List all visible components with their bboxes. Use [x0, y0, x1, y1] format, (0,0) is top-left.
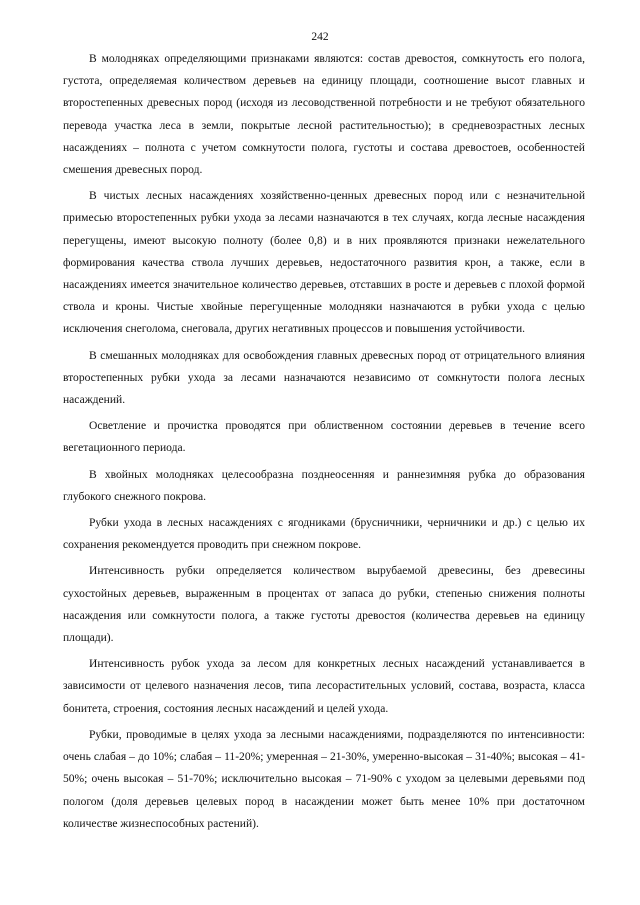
- paragraph: В смешанных молодняках для освобождения главных древесных пород от отрицательного влияния второстепенных рубки ухода за лесами назначаются независимо от сомкнутости полога лесных насаждений.: [63, 349, 585, 407]
- paragraph: В чистых лесных насаждениях хозяйственно-ценных древесных пород или с незначительной примесью второстепенных рубки ухода за лесами назначаются в тех случаях, когда лесные насаждения перегущены, имеют высокую полноту (более 0,8) и в них проявляются признаки нежелательного формирования качества ствола лучших деревьев, недостаточного развития крон, а также, если в насаждениях имеется значительное количество деревьев, отставших в росте и деревьев с плохой формой ствола и кроны. Чистые хвойные перегущенные молодняки назначаются в рубки ухода с целью исключения снеголома, снеговала, других негативных процессов и повышения устойчивости.: [63, 190, 585, 336]
- paragraph: Интенсивность рубки определяется количеством вырубаемой древесины, без древесины сухостойных деревьев, выраженным в процентах от запаса до рубки, степенью снижения полноты насаждения или сомкнутости полога, а также густоты древостоя (количества деревьев на единицу площади).: [63, 565, 585, 645]
- document-body: [63, 48, 585, 839]
- paragraph: Рубки ухода в лесных насаждениях с ягодниками (брусничники, черничники и др.) с целью их сохранения рекомендуется проводить при снежном покрове.: [63, 517, 585, 552]
- paragraph: В молодняках определяющими признаками являются: состав древостоя, сомкнутость его полога, густота, определяемая количеством деревьев на единицу площади, соотношение высот главных и второстепенных древесных пород (исходя из лесоводственной потребности и не требуют обязательного перевода участка леса в земли, покрытые лесной растительностью); в средневозрастных лесных насаждениях – полнота с учетом сомкнутости полога, густоты и состава древостоев, особенностей смешения древесных пород.: [63, 53, 585, 177]
- paragraph: В хвойных молодняках целесообразна позднеосенняя и раннезимняя рубка до образования глубокого снежного покрова.: [63, 468, 585, 503]
- paragraph: Интенсивность рубок ухода за лесом для конкретных лесных насаждений устанавливается в зависимости от целевого назначения лесов, типа лесорастительных условий, состава, возраста, класса бонитета, строения, состояния лесных насаждений и целей ухода.: [63, 658, 585, 715]
- page-number: 242: [311, 31, 329, 43]
- paragraph: Рубки, проводимые в целях ухода за лесными насаждениями, подразделяются по интенсивности: очень слабая – до 10%; слабая – 11-20%; умеренная – 21-30%, умеренно-высокая – 31-40%; высокая – 41-50%; очень высокая – 51-70%; исключительно высокая – 71-90% с уходом за целевыми деревьями под пологом (доля деревьев целевых пород в насаждении может быть менее 10% при достаточном количестве жизнеспособных растений).: [63, 728, 585, 830]
- paragraph: Осветление и прочистка проводятся при облиственном состоянии деревьев в течение всего вегетационного периода.: [63, 420, 585, 455]
